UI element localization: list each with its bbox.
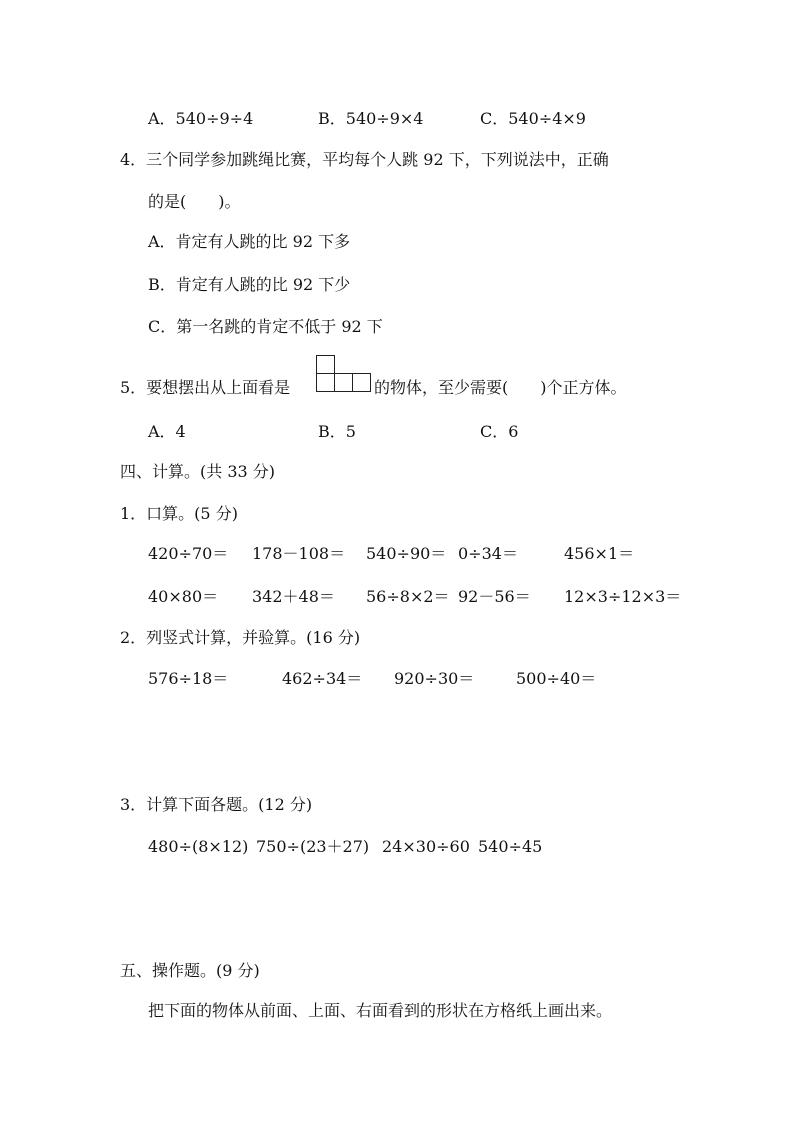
- section5-instruction: 把下面的物体从前面、上面、右面看到的形状在方格纸上画出来。: [148, 1001, 613, 1020]
- q4-option-b: B．肯定有人跳的比 92 下少: [148, 275, 351, 294]
- vertical-calc-item: 920÷30＝: [394, 669, 475, 688]
- q5-option-b: B．5: [318, 422, 356, 441]
- part1-title: 1．口算。(5 分): [120, 504, 238, 523]
- oral-calc-item: 40×80＝: [148, 587, 219, 606]
- section4-title: 四、计算。(共 33 分): [120, 462, 276, 481]
- q3-option-a: A．540÷9÷4: [148, 109, 254, 128]
- top-view-square: [352, 373, 371, 392]
- oral-calc-item: 456×1＝: [564, 544, 635, 563]
- vertical-calc-item: 500÷40＝: [516, 669, 597, 688]
- oral-calc-item: 420÷70＝: [148, 544, 229, 563]
- oral-calc-item: 92－56＝: [458, 587, 531, 606]
- q5-option-c: C．6: [480, 422, 519, 441]
- part3-title: 3．计算下面各题。(12 分): [120, 795, 313, 814]
- expression-item: 750÷(23＋27): [256, 837, 370, 856]
- oral-calc-item: 540÷90＝: [366, 544, 447, 563]
- oral-calc-item: 342＋48＝: [252, 587, 335, 606]
- q5-option-a: A．4: [148, 422, 186, 441]
- section5-title: 五、操作题。(9 分): [120, 961, 260, 980]
- q4-stem-line2: 的是( )。: [148, 192, 241, 211]
- q5-stem-after: 的物体，至少需要( )个正方体。: [374, 378, 627, 397]
- expression-item: 540÷45: [478, 837, 543, 856]
- q4-stem-line1: 4．三个同学参加跳绳比赛，平均每个人跳 92 下，下列说法中，正确: [120, 150, 609, 169]
- expression-item: 480÷(8×12): [148, 837, 249, 856]
- oral-calc-item: 56÷8×2＝: [366, 587, 450, 606]
- q4-option-c: C．第一名跳的肯定不低于 92 下: [148, 317, 383, 336]
- oral-calc-item: 0÷34＝: [458, 544, 518, 563]
- q5-stem-before: 5．要想摆出从上面看是: [120, 378, 291, 397]
- oral-calc-item: 12×3÷12×3＝: [564, 587, 682, 606]
- top-view-square: [316, 373, 335, 392]
- q3-option-b: B．540÷9×4: [318, 109, 424, 128]
- expression-item: 24×30÷60: [382, 837, 470, 856]
- vertical-calc-item: 462÷34＝: [282, 669, 363, 688]
- oral-calc-item: 178－108＝: [252, 544, 346, 563]
- top-view-figure: [316, 355, 374, 393]
- q3-option-c: C．540÷4×9: [480, 109, 586, 128]
- vertical-calc-item: 576÷18＝: [148, 669, 229, 688]
- top-view-square: [334, 373, 353, 392]
- q4-option-a: A．肯定有人跳的比 92 下多: [148, 232, 351, 251]
- top-view-square: [316, 355, 335, 374]
- part2-title: 2．列竖式计算，并验算。(16 分): [120, 628, 361, 647]
